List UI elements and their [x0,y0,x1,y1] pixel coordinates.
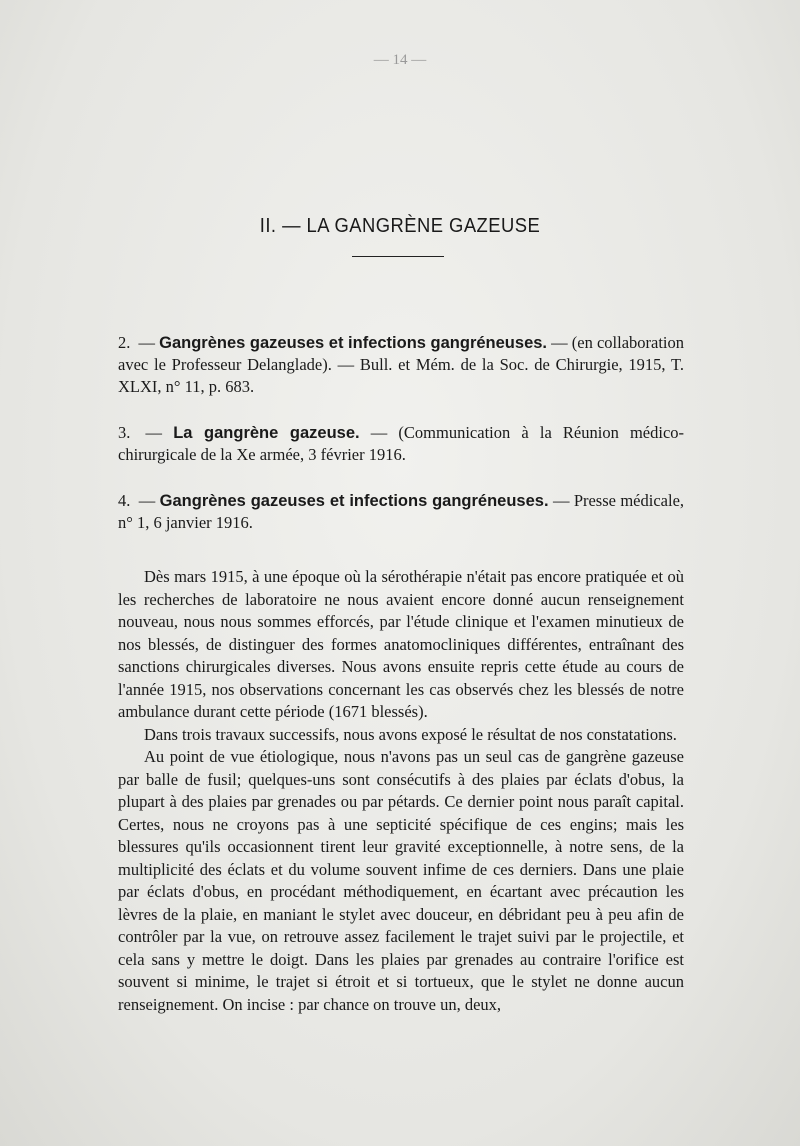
reference-title: Gangrènes gazeuses et infections gangréneuses. [159,492,549,510]
reference-number: 4. [118,491,131,510]
reference-title: La gangrène gazeuse. [173,424,360,442]
reference-item [118,490,684,534]
body-paragraph: Dans trois travaux successifs, nous avons exposé le résultat de nos constatations. [144,724,677,744]
reference-title: Gangrènes gazeuses et infections gangréneuses. [159,334,548,352]
body-text [118,566,684,1016]
section-title: II. — LA GANGRÈNE GAZEUSE [259,214,541,237]
reference-number: 2. [118,333,131,352]
body-paragraph: Au point de vue étiologique, nous n'avons pas un seul cas de gangrène gazeuse par balle de fusil; quelques-uns sont consécutifs à des plaies par éclats d'obus, la plupart à des plaies par grenades ou par pétards. Ce dernier point nous paraît capital. Certes, nous ne croyons pas à une septicité spécifique de ces engins; mais les blessures qu'ils occasionnent tirent leur gravité exceptionnelle, à notre sens, de la multiplicité des éclats et du volume souvent infime de ces derniers. Dans une plaie par éclats d'obus, en procédant méthodiquement, en écartant avec précaution les lèvres de la plaie, en maniant le stylet avec douceur, en débridant peu à peu afin de contrôler par la vue, on retrouve assez facilement le trajet suivi par le projectile, et cela sans y mettre le doigt. Dans les plaies par grenades au contraire l'orifice est souvent si minime, le trajet si étroit et si tortueux, que le stylet ne donne aucun renseignement. On incise : par chance on trouve un, deux, [118,747,684,1014]
body-paragraph: Dès mars 1915, à une époque où la sérothérapie n'était pas encore pratiquée et où les recherches de laboratoire ne nous avaient encore donné aucun renseignement nouveau, nous nous sommes efforcés, par l'étude clinique et l'examen minutieux de nos blessés, de distinguer des formes anatomocliniques différentes, entraînant des sanctions chirurgicales diverses. Nous avons ensuite repris cette étude au cours de l'année 1915, nos observations concernant les cas observés chez les blessés de notre ambulance durant cette période (1671 blessés). [118,567,684,721]
reference-dash: — [138,333,155,352]
reference-item [118,332,684,398]
reference-dash: — [145,423,163,442]
references-list [118,332,684,558]
title-rule [352,256,444,257]
reference-dash: — [138,491,156,510]
reference-item [118,422,684,466]
reference-citation: — (Communication à la Réunion médico-chirurgicale de la Xe armée, 3 février 1916. [118,423,685,464]
reference-citation: — (en collaboration avec le Professeur Delanglade). — Bull. et Mém. de la Soc. de Chirurgie, 1915, T. XLXI, n° 11, p. 683. [118,333,685,396]
reference-number: 3. [118,423,131,442]
reference-citation: — Presse médicale, n° 1, 6 janvier 1916. [118,491,685,532]
page-number: — 14 — [373,52,427,68]
